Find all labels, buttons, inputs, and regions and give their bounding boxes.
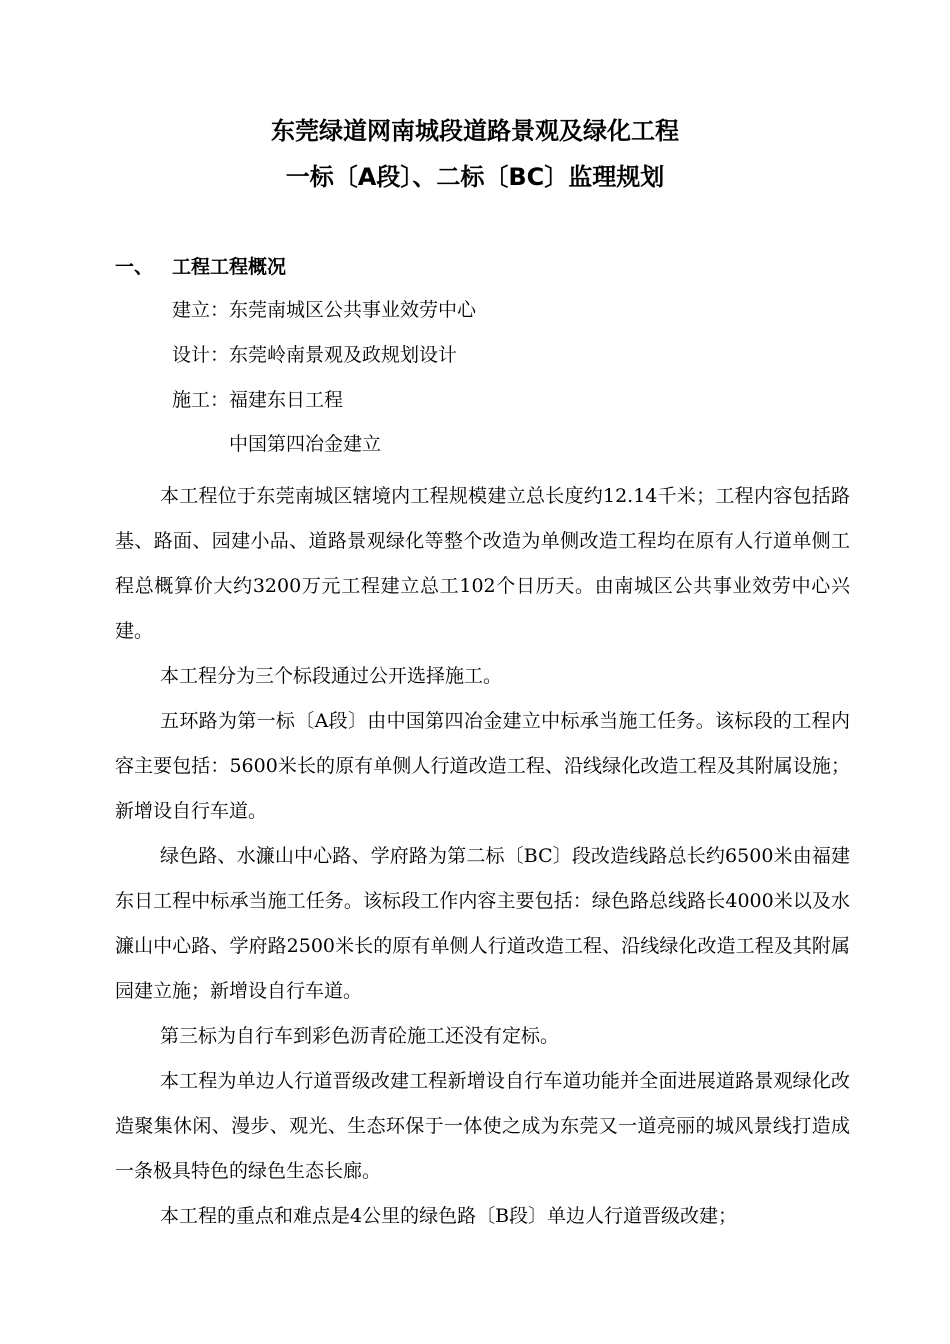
document-title-line-1: 东莞绿道网南城段道路景观及绿化工程	[271, 117, 679, 145]
info-construction: 建立：东莞南城区公共事业效劳中心	[172, 299, 477, 321]
paragraph-key-points: 本工程的重点和难点是4公里的绿色路〔B段〕单边人行道晋级改建；	[160, 1205, 738, 1227]
paragraph-section-bc: 绿色路、水濂山中心路、学府路为第二标〔BC〕段改造线路总长约6500米由福建东日工程中标承当施工任务。该标段工作内容主要包括：绿色路总线路长4000米以及水濂山中心路、学府路2500米长的原有单侧人行道改造工程、沿线绿化改造工程及其附属园建立施；新增设自行车道。	[115, 845, 850, 1002]
section-title: 工程工程概况	[172, 256, 287, 278]
info-design: 设计：东莞岭南景观及政规划设计	[172, 344, 458, 366]
paragraph-overview: 本工程位于东莞南城区辖境内工程规模建立总长度约12.14千米；工程内容包括路基、路面、园建小品、道路景观绿化等整个改造为单侧改造工程均在原有人行道单侧工程总概算价大约3200万元工程建立总工102个日历天。由南城区公共事业效劳中心兴建。	[115, 485, 850, 642]
section-number: 一、	[115, 256, 154, 278]
paragraph-goals: 本工程为单边人行道晋级改建工程新增设自行车道功能并全面进展道路景观绿化改造聚集休闲、漫步、观光、生态环保于一体使之成为东莞又一道亮丽的城风景线打造成一条极具特色的绿色生态长廊。	[115, 1070, 850, 1182]
info-builder: 施工：福建东日工程	[172, 389, 344, 411]
body-paragraphs	[115, 474, 850, 1239]
info-builder-2: 中国第四冶金建立	[229, 433, 382, 455]
section-heading	[115, 254, 286, 280]
document-title-line-2: 一标〔A段〕、二标〔BC〕监理规划	[285, 163, 665, 191]
paragraph-section-a: 五环路为第一标〔A段〕由中国第四冶金建立中标承当施工任务。该标段的工程内容主要包括：5600米长的原有单侧人行道改造工程、沿线绿化改造工程及其附属设施；新增设自行车道。	[115, 710, 850, 822]
paragraph-sections: 本工程分为三个标段通过公开选择施工。	[160, 665, 503, 687]
paragraph-section-3: 第三标为自行车到彩色沥青砼施工还没有定标。	[160, 1025, 560, 1047]
